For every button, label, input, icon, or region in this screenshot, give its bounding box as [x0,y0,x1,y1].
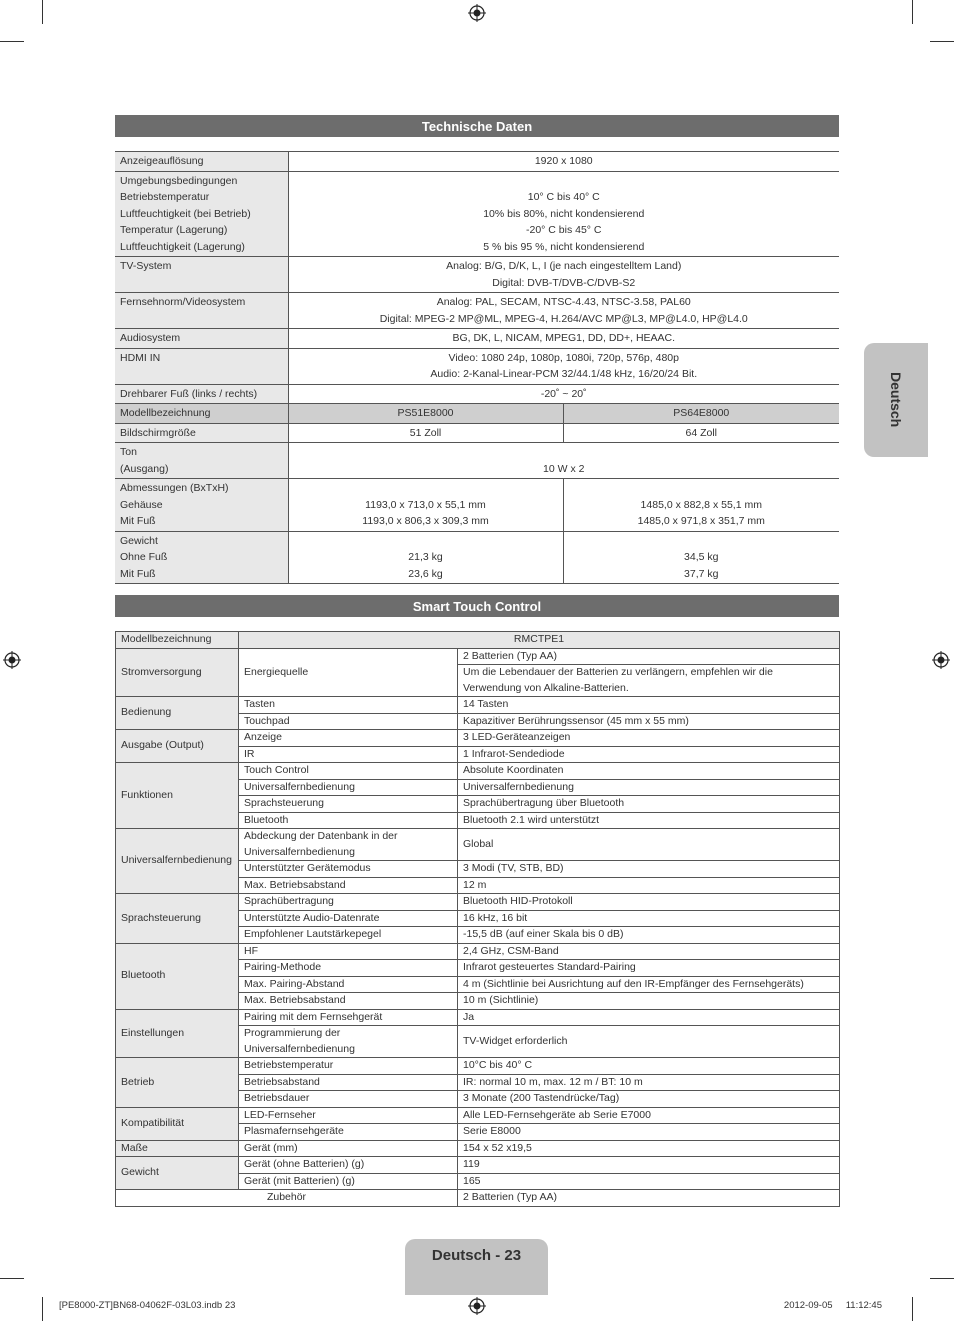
spec-row [115,152,839,172]
spec-row [116,1157,840,1174]
spec-value: Video: 1080 24p, 1080p, 1080i, 720p, 576p, 480p Audio: 2-Kanal-Linear-PCM 32/44.1/48 kHz, 16/20/24 Bit. [288,348,839,384]
spec-row [115,329,839,349]
item-label: Touch Control [239,763,458,780]
item-value: Serie E8000 [458,1124,840,1141]
item-value: Bluetooth HID-Protokoll [458,894,840,911]
spec-value-model-b: 1485,0 x 882,8 x 55,1 mm 1485,0 x 971,8 x 351,7 mm [563,479,839,532]
registration-mark-icon [3,651,21,669]
spec-label: Fernsehnorm/Videosystem [115,293,288,329]
spec-label: Abmessungen (BxTxH) Gehäuse Mit Fuß [115,479,288,532]
spec-row [116,1107,840,1124]
spec-value-model-a: 51 Zoll [288,423,563,443]
model-spec-row [115,479,839,532]
spec-row [116,943,840,960]
item-label: Gerät (mit Batterien) (g) [239,1173,458,1190]
group-label: Betrieb [116,1058,239,1108]
item-label: LED-Fernseher [239,1107,458,1124]
item-value: 3 Monate (200 Tastendrücke/Tag) [458,1091,840,1108]
spec-label: Gewicht Ohne Fuß Mit Fuß [115,531,288,584]
item-label: Betriebsabstand [239,1074,458,1091]
item-label: Anzeige [239,730,458,747]
spec-row [116,697,840,714]
item-label: Pairing mit dem Fernsehgerät [239,1009,458,1026]
group-label: Ausgabe (Output) [116,730,239,763]
group-label: Universalfernbedienung [116,829,239,894]
model-spec-row [115,404,839,424]
item-value: 4 m (Sichtlinie bei Ausrichtung auf den IR-Empfänger des Fernsehgeräts) [458,976,840,993]
item-value: 14 Tasten [458,697,840,714]
spec-value-model-b: PS64E8000 [563,404,839,424]
spec-row [116,829,840,861]
section-title-technical-data: Technische Daten [115,115,839,137]
spec-value: 10° C bis 40° C 10% bis 80%, nicht kondensierend -20° C bis 45° C 5 % bis 95 %, nicht kondensierend [288,171,839,257]
model-label: Modellbezeichnung [116,632,239,649]
item-label: HF [239,943,458,960]
spec-label: Bildschirmgröße [115,423,288,443]
group-label: Bedienung [116,697,239,730]
item-value: Um die Lebendauer der Batterien zu verlängern, empfehlen wir die Verwendung von Alkaline-Batterien. [458,665,840,697]
spec-value-model-b: 34,5 kg 37,7 kg [563,531,839,584]
accessory-row [116,1190,840,1207]
item-value: 10 m (Sichtlinie) [458,993,840,1010]
footer-datetime: 2012-09-05 11:12:45 [783,1300,882,1311]
item-value: IR: normal 10 m, max. 12 m / BT: 10 m [458,1074,840,1091]
group-label: Gewicht [116,1157,239,1190]
crop-mark [0,1278,24,1279]
item-value: Absolute Koordinaten [458,763,840,780]
item-label: Max. Betriebsabstand [239,993,458,1010]
spec-label: Modellbezeichnung [115,404,288,424]
item-value: 1 Infrarot-Sendediode [458,746,840,763]
spec-label: HDMI IN [115,348,288,384]
spec-label: Audiosystem [115,329,288,349]
item-label: Tasten [239,697,458,714]
spec-row [116,730,840,747]
item-label: Abdeckung der Datenbank in der Universalfernbedienung [239,829,458,861]
item-label: Empfohlener Lautstärkepegel [239,927,458,944]
item-value: 2,4 GHz, CSM-Band [458,943,840,960]
crop-mark [930,41,954,42]
item-value: 16 kHz, 16 bit [458,910,840,927]
item-label: Sprachsteuerung [239,796,458,813]
spec-value: 10 W x 2 [288,443,839,479]
spec-value-model-a: 21,3 kg 23,6 kg [288,531,563,584]
spec-value: Analog: PAL, SECAM, NTSC-4.43, NTSC-3.58, PAL60 Digital: MPEG-2 MP@ML, MPEG-4, H.264/AVC MP@L3, MP@L4.0, HP@L4.0 [288,293,839,329]
item-value: 3 LED-Geräteanzeigen [458,730,840,747]
crop-mark [912,0,913,24]
model-spec-row [115,443,839,479]
spec-label: Ton (Ausgang) [115,443,288,479]
item-label: Betriebstemperatur [239,1058,458,1075]
item-label: Gerät (mm) [239,1140,458,1157]
item-value: Infrarot gesteuertes Standard-Pairing [458,960,840,977]
item-value: Ja [458,1009,840,1026]
spec-label: Anzeigeauflösung [115,152,288,172]
technical-data-table [115,151,839,584]
group-label: Einstellungen [116,1009,239,1058]
item-value: 3 Modi (TV, STB, BD) [458,861,840,878]
spec-label: Drehbarer Fuß (links / rechts) [115,384,288,404]
group-label: Bluetooth [116,943,239,1009]
group-label: Funktionen [116,763,239,829]
registration-mark-icon [468,1297,486,1315]
item-label: Sprachübertragung [239,894,458,911]
group-label: Maße [116,1140,239,1157]
accessory-value: 2 Batterien (Typ AA) [458,1190,840,1207]
spec-row [115,171,839,257]
item-value: 154 x 52 x19,5 [458,1140,840,1157]
spec-row [115,348,839,384]
spec-row [116,894,840,911]
group-label: Stromversorgung [116,648,239,697]
crop-mark [912,1297,913,1321]
item-value: Bluetooth 2.1 wird unterstützt [458,812,840,829]
spec-label: TV-System [115,257,288,293]
item-label: IR [239,746,458,763]
item-value: 10°C bis 40° C [458,1058,840,1075]
item-value: 12 m [458,877,840,894]
smart-touch-control-table [115,631,840,1207]
item-label: Gerät (ohne Batterien) (g) [239,1157,458,1174]
spec-row [115,384,839,404]
registration-mark-icon [932,651,950,669]
item-value: Global [458,829,840,861]
crop-mark [42,0,43,24]
spec-row [116,648,840,665]
spec-row [116,763,840,780]
spec-value: 1920 x 1080 [288,152,839,172]
registration-mark-icon [468,4,486,22]
item-label: Unterstützte Audio-Datenrate [239,910,458,927]
model-spec-row [115,423,839,443]
item-label: Max. Pairing-Abstand [239,976,458,993]
item-label: Betriebsdauer [239,1091,458,1108]
model-row [116,632,840,649]
item-value: 2 Batterien (Typ AA) [458,648,840,665]
group-label: Kompatibilität [116,1107,239,1140]
model-value: RMCTPE1 [239,632,840,649]
item-label: Plasmafernsehgeräte [239,1124,458,1141]
spec-value: BG, DK, L, NICAM, MPEG1, DD, DD+, HEAAC. [288,329,839,349]
item-value: TV-Widget erforderlich [458,1026,840,1058]
item-value: Sprachübertragung über Bluetooth [458,796,840,813]
item-label: Unterstützter Gerätemodus [239,861,458,878]
item-label: Bluetooth [239,812,458,829]
item-label: Max. Betriebsabstand [239,877,458,894]
spec-label: Umgebungsbedingungen Betriebstemperatur Luftfeuchtigkeit (bei Betrieb) Temperatur (Lagerung) Luftfeuchtigkeit (Lagerung) [115,171,288,257]
spec-row [116,1009,840,1026]
page-number-label: Deutsch - 23 [405,1239,548,1295]
spec-row [115,257,839,293]
spec-value-model-a: 1193,0 x 713,0 x 55,1 mm 1193,0 x 806,3 x 309,3 mm [288,479,563,532]
item-label: Programmierung der Universalfernbedienung [239,1026,458,1058]
item-value: Alle LED-Fernsehgeräte ab Serie E7000 [458,1107,840,1124]
item-value: 165 [458,1173,840,1190]
spec-value-model-a: PS51E8000 [288,404,563,424]
item-label: Touchpad [239,713,458,730]
section-title-smart-touch-control: Smart Touch Control [115,595,839,617]
spec-value-model-b: 64 Zoll [563,423,839,443]
item-value: Universalfernbedienung [458,779,840,796]
footer-file-info: [PE8000-ZT]BN68-04062F-03L03.indb 23 [59,1300,236,1311]
side-tab-label: Deutsch [888,372,904,428]
item-value: 119 [458,1157,840,1174]
spec-row [116,1058,840,1075]
group-label: Sprachsteuerung [116,894,239,944]
crop-mark [42,1297,43,1321]
spec-row [115,293,839,329]
crop-mark [0,41,24,42]
crop-mark [930,1278,954,1279]
item-label: Pairing-Methode [239,960,458,977]
accessory-label: Zubehör [116,1190,458,1207]
item-label: Universalfernbedienung [239,779,458,796]
language-side-tab [864,343,928,457]
item-label: Energiequelle [239,648,458,697]
item-value: -15,5 dB (auf einer Skala bis 0 dB) [458,927,840,944]
spec-row [116,1140,840,1157]
spec-value: -20˚ ~ 20˚ [288,384,839,404]
spec-value: Analog: B/G, D/K, L, I (je nach eingestelltem Land) Digital: DVB-T/DVB-C/DVB-S2 [288,257,839,293]
item-value: Kapazitiver Berührungssensor (45 mm x 55 mm) [458,713,840,730]
model-spec-row [115,531,839,584]
